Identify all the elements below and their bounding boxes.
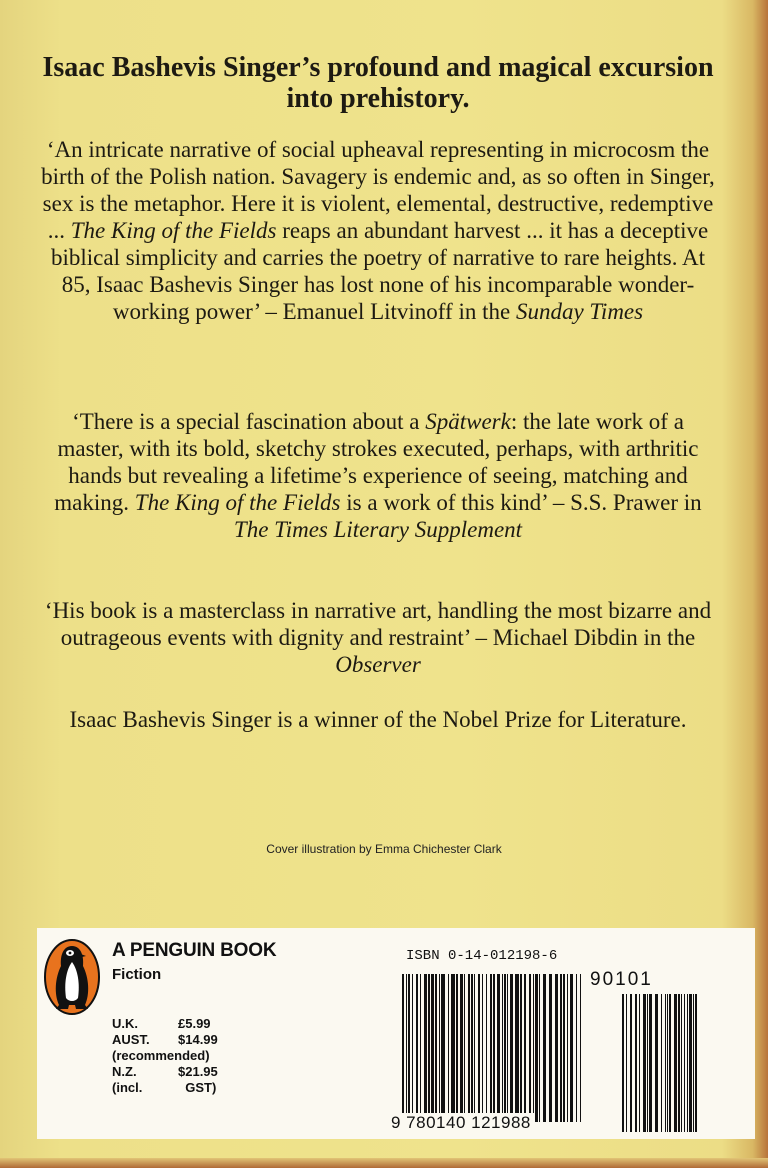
publisher-name: A PENGUIN BOOK (112, 940, 277, 961)
price-region: (recommended) (112, 1048, 210, 1063)
barcode-addon-number: 90101 (590, 969, 653, 990)
price-value: £5.99 (178, 1016, 211, 1031)
italic-title: Observer (335, 652, 421, 677)
price-list (112, 1016, 218, 1096)
quote-text: : the late work of a master, with its bold, sketchy strokes executed, perhaps, with arthritic hands but revealing a lifetime’s experience of seeing, matching and making. (54, 409, 699, 515)
nobel-statement: Isaac Bashevis Singer is a winner of the Nobel Prize for Literature. (69, 707, 687, 732)
review-quote-litvinoff (40, 136, 716, 325)
barcode-number: 9 780140 121988 (388, 1113, 534, 1133)
italic-title: The King of the Fields (70, 218, 277, 243)
review-quote-dibdin (40, 597, 716, 678)
price-region: (incl. (112, 1080, 143, 1095)
price-value: $21.95 (178, 1064, 218, 1079)
price-value: GST) (178, 1080, 217, 1095)
price-row (112, 1064, 218, 1080)
price-region: N.Z. (112, 1064, 137, 1079)
review-quote-prawer (40, 408, 716, 543)
price-row (112, 1080, 218, 1096)
italic-title: The King of the Fields (134, 490, 341, 515)
price-row (112, 1048, 218, 1064)
quote-text: is a work of this kind’ – S.S. Prawer in (340, 490, 702, 515)
price-region: AUST. (112, 1032, 150, 1047)
price-region: U.K. (112, 1016, 138, 1031)
italic-title: Sunday Times (515, 299, 644, 324)
quote-text: reaps an abundant harvest ... it has a deceptive biblical simplicity and carries the poetry of narrative to rare heights. At 85, Isaac Bashevis Singer has lost none of his incomparable wonder-working power’ – Emanuel Litvinoff in the (50, 218, 709, 324)
book-category: Fiction (112, 966, 162, 983)
quote-text: ‘There is a special fascination about a (72, 409, 426, 434)
italic-title: Spätwerk (425, 409, 511, 434)
quote-text: ‘An intricate narrative of social upheaval representing in microcosm the birth of the Polish nation. Savagery is endemic and, as so often in Singer, sex is the metaphor. Here it is violent, elemental, destructive, redemptive ... (41, 137, 715, 243)
penguin-logo-icon (43, 938, 101, 1016)
price-row (112, 1032, 218, 1048)
tagline: Isaac Bashevis Singer’s profound and magical excursion into prehistory. (42, 52, 714, 114)
isbn-number: ISBN 0-14-012198-6 (406, 948, 558, 964)
price-value: $14.99 (178, 1032, 218, 1047)
cover-illustration-credit: Cover illustration by Emma Chichester Clark (266, 842, 502, 856)
price-row (112, 1016, 218, 1032)
italic-title: The Times Literary Supplement (233, 517, 523, 542)
price-barcode-label (37, 928, 755, 1139)
quote-text: ‘His book is a masterclass in narrative art, handling the most bizarre and outrageous events with dignity and restraint’ – Michael Dibdin in the (44, 598, 712, 650)
